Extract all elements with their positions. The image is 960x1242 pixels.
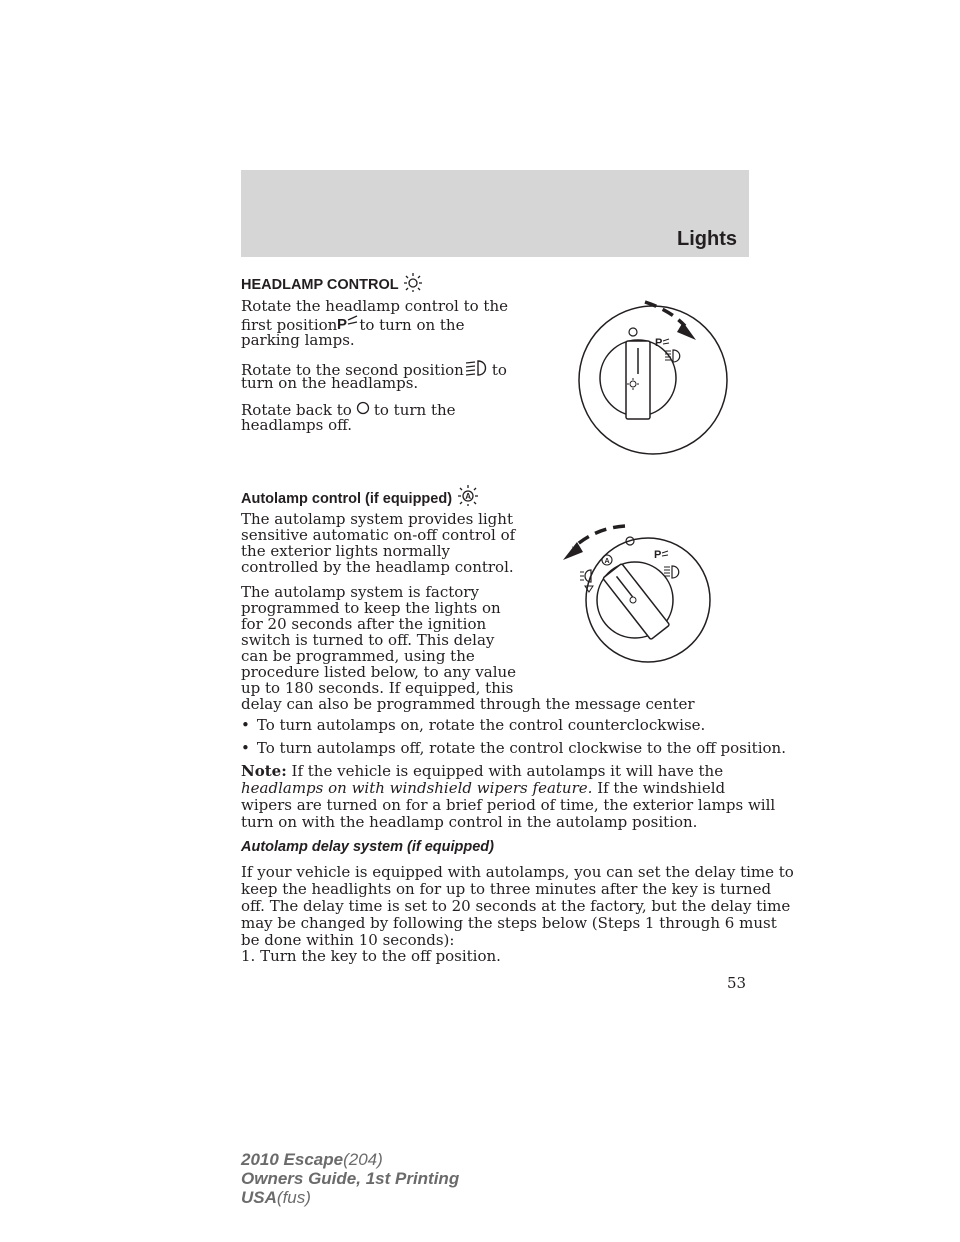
autolamp-para2-l6: procedure listed below, to any value bbox=[241, 663, 517, 681]
footer-line2: Owners Guide, 1st Printing bbox=[241, 1169, 460, 1188]
p3-pre: Rotate back to bbox=[241, 401, 352, 419]
delay-line1: If your vehicle is equipped with autolamps, you can set the delay time to bbox=[241, 863, 794, 881]
bullet-dot: • bbox=[241, 716, 250, 734]
footer-model: 2010 Escape bbox=[241, 1150, 344, 1169]
autolamp-para1-l2: sensitive automatic on-off control of bbox=[241, 526, 516, 544]
p2-pre: Rotate to the second position bbox=[241, 361, 464, 379]
fig2-parking-label: P bbox=[654, 549, 662, 561]
autolamp-para1-l1: The autolamp system provides light bbox=[241, 510, 513, 528]
p1-pre: first position bbox=[241, 316, 338, 334]
section-header-band bbox=[241, 170, 749, 257]
off-circle-icon bbox=[352, 400, 374, 418]
headlamp-p3-line2: headlamps off. bbox=[241, 416, 353, 434]
note-line2 bbox=[241, 780, 725, 797]
footer-line3 bbox=[241, 1188, 459, 1207]
footer-line1 bbox=[241, 1150, 459, 1169]
bullet-1-text: To turn autolamps on, rotate the control counterclockwise. bbox=[256, 716, 706, 734]
svg-text:P: P bbox=[337, 316, 348, 333]
delay-heading: Autolamp delay system (if equipped) bbox=[241, 839, 494, 855]
autolamp-icon-letter: A bbox=[465, 492, 472, 501]
bullet-1 bbox=[241, 717, 705, 734]
fig2-auto-label: A bbox=[604, 558, 610, 565]
headlamp-heading bbox=[241, 272, 424, 293]
autolamp-heading bbox=[241, 484, 480, 507]
note-line1 bbox=[241, 763, 723, 780]
headlamp-beam-icon bbox=[464, 358, 492, 378]
headlamp-p1-line1: Rotate the headlamp control to the bbox=[241, 297, 508, 315]
autolamp-icon bbox=[456, 484, 480, 506]
autolamp-para2-l7: up to 180 seconds. If equipped, this bbox=[241, 679, 514, 697]
note-line3: wipers are turned on for a brief period of time, the exterior lamps will bbox=[241, 796, 776, 814]
delay-line3: off. The delay time is set to 20 seconds at the factory, but the delay time bbox=[241, 897, 791, 915]
note-line4: turn on with the headlamp control in the autolamp position. bbox=[241, 813, 698, 831]
headlamp-p1-line3: parking lamps. bbox=[241, 331, 355, 349]
autolamp-para1-l3: the exterior lights normally bbox=[241, 542, 450, 560]
p2-post: to bbox=[491, 361, 507, 379]
bullet-2-text: To turn autolamps off, rotate the control clockwise to the off position. bbox=[256, 739, 786, 757]
delay-line5: be done within 10 seconds): bbox=[241, 931, 455, 949]
fig1-parking-label: P bbox=[655, 337, 663, 349]
autolamp-para2-l2: programmed to keep the lights on bbox=[241, 599, 501, 617]
note-label: Note: bbox=[241, 762, 287, 780]
footer-region: USA bbox=[241, 1188, 277, 1207]
autolamp-para1-l4: controlled by the headlamp control. bbox=[241, 558, 514, 576]
page-number: 53 bbox=[727, 974, 747, 992]
headlamp-heading-text: HEADLAMP CONTROL bbox=[241, 277, 399, 293]
footer-model-code: (204) bbox=[343, 1150, 383, 1169]
autolamp-para2-l8: delay can also be programmed through the message center bbox=[241, 695, 695, 713]
headlamp-p2-line2: turn on the headlamps. bbox=[241, 374, 419, 392]
delay-line2: keep the headlights on for up to three minutes after the key is turned bbox=[241, 880, 772, 898]
delay-line4: may be changed by following the steps below (Steps 1 through 6 must bbox=[241, 914, 777, 932]
autolamp-para2-l5: can be programmed, using the bbox=[241, 647, 475, 665]
headlamp-knob-figure bbox=[565, 296, 755, 456]
p1-post: to turn on the bbox=[359, 316, 465, 334]
autolamp-para2-l1: The autolamp system is factory bbox=[241, 583, 479, 601]
bullet-dot: • bbox=[241, 739, 250, 757]
autolamp-para2-l3: for 20 seconds after the ignition bbox=[241, 615, 487, 633]
footer bbox=[241, 1150, 459, 1207]
autolamp-knob-figure bbox=[555, 518, 755, 668]
bullet-2 bbox=[241, 740, 786, 757]
p3-post: to turn the bbox=[373, 401, 456, 419]
note-feature: headlamps on with windshield wipers feature. bbox=[241, 779, 593, 797]
note-line2-text: If the windshield bbox=[597, 779, 726, 797]
note-line1-text: If the vehicle is equipped with autolamps it will have the bbox=[291, 762, 724, 780]
footer-region-code: (fus) bbox=[276, 1188, 311, 1207]
autolamp-heading-text: Autolamp control (if equipped) bbox=[241, 491, 453, 507]
step-1: 1. Turn the key to the off position. bbox=[241, 947, 501, 965]
section-title: Lights bbox=[677, 228, 737, 250]
autolamp-para2-l4: switch is turned to off. This delay bbox=[241, 631, 495, 649]
headlamp-sun-icon bbox=[402, 272, 424, 292]
